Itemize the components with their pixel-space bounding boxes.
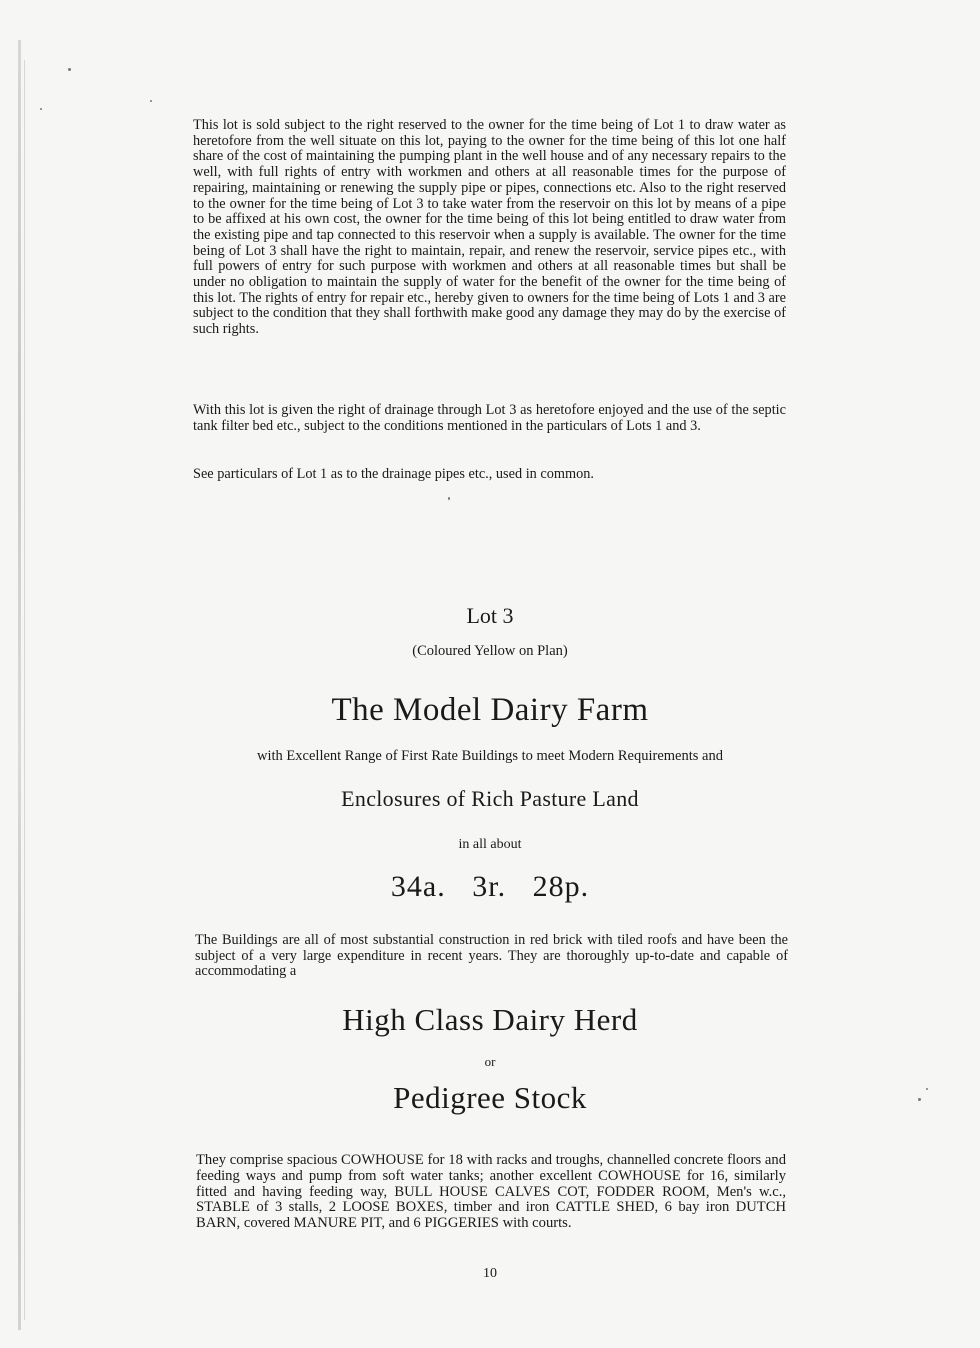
scan-speck bbox=[150, 100, 152, 102]
about-label: in all about bbox=[458, 837, 522, 852]
binding-edge bbox=[18, 40, 21, 1330]
scan-speck bbox=[448, 497, 450, 500]
binding-edge-line bbox=[24, 60, 25, 1320]
acreage-measure: 34a. 3r. 28p. bbox=[390, 870, 590, 903]
or-label: or bbox=[484, 1054, 496, 1069]
lot-subtitle: (Coloured Yellow on Plan) bbox=[412, 643, 568, 659]
page-number: 10 bbox=[483, 1266, 497, 1281]
buildings-list-paragraph: They comprise spacious COWHOUSE for 18 with racks and troughs, channelled concrete floors and feeding ways and pump from soft water tanks; another excellent COWHOUSE for 16, similarly fitted and having feeding way, BULL HOUSE CALVES COT, FODDER ROOM, Men's w.c., STABLE of 3 stalls, 2 LOOSE BOXES, timber and iron CATTLE SHED, 6 bay iron DUTCH BARN, covered MANURE PIT, and 6 PIGGERIES with courts. bbox=[196, 1152, 786, 1232]
enclosures-heading: Enclosures of Rich Pasture Land bbox=[341, 786, 639, 811]
scan-speck bbox=[926, 1088, 928, 1090]
drainage-paragraph: With this lot is given the right of drainage through Lot 3 as heretofore enjoyed and the use of the septic tank filter bed etc., subject to the conditions mentioned in the particulars of Lots 1 and 3. bbox=[193, 402, 786, 434]
scan-speck bbox=[918, 1098, 921, 1101]
water-rights-paragraph: This lot is sold subject to the right reserved to the owner for the time being of Lot 1 to draw water as heretofore from the well situate on this lot, paying to the owner for the time being of this lot one half share of the cost of maintaining the pumping plant in the well house and of any necessary repairs to the well, with full rights of entry with workmen and others at all reasonable times for the purpose of repairing, maintaining or renewing the supply pipe or pipes, connections etc. Also to the right reserved to the owner for the time being of Lot 3 to take water from the reservoir on this lot by means of a pipe to be affixed at his own cost, the owner for the time being of this lot being entitled to draw water from the existing pipe and tap connected to this reservoir when a supply is available. The owner for the time being of Lot 3 shall have the right to maintain, repair, and renew the reservoir, service pipes etc., with full powers of entry for such purpose with workmen and others at all reasonable times but shall be under no obligation to maintain the supply of water for the benefit of the owner for the time being of this lot. The rights of entry for repair etc., hereby given to owners for the time being of Lots 1 and 3 are subject to the condition that they shall forthwith make good any damage they may do by the exercise of such rights. bbox=[193, 117, 786, 338]
lot-title: Lot 3 bbox=[466, 603, 514, 628]
drainage-pipes-paragraph: See particulars of Lot 1 as to the drainage pipes etc., used in common. bbox=[193, 466, 594, 482]
farm-title: The Model Dairy Farm bbox=[331, 692, 649, 728]
scan-speck bbox=[40, 108, 42, 110]
buildings-paragraph: The Buildings are all of most substantial construction in red brick with tiled roofs and have been the subject of a very large expenditure in recent years. They are thoroughly up-to-date and capable of accommodating a bbox=[195, 932, 788, 980]
pedigree-stock-heading: Pedigree Stock bbox=[393, 1080, 587, 1115]
scan-speck bbox=[68, 68, 71, 71]
dairy-herd-heading: High Class Dairy Herd bbox=[342, 1002, 638, 1037]
farm-description: with Excellent Range of First Rate Buildings to meet Modern Requirements and bbox=[257, 748, 723, 764]
